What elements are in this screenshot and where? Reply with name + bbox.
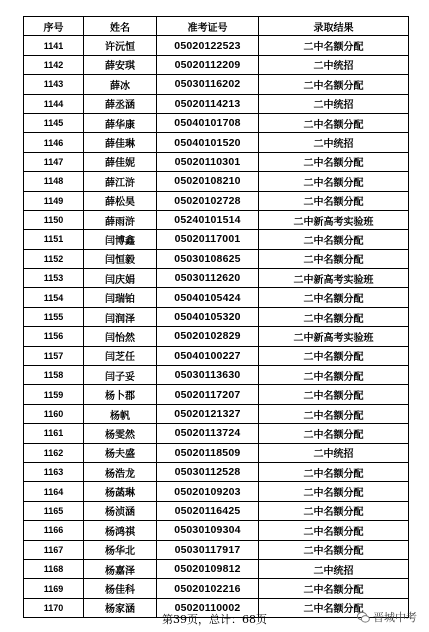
table-row bbox=[24, 385, 409, 404]
admission-result-cell: 二中名额分配 bbox=[259, 404, 409, 423]
serial-number-cell: 1148 bbox=[24, 172, 84, 191]
student-name-cell: 闫博鑫 bbox=[84, 230, 157, 249]
admission-result-cell: 二中新高考实验班 bbox=[259, 327, 409, 346]
table-row bbox=[24, 366, 409, 385]
ticket-number-cell: 05030108625 bbox=[157, 249, 259, 268]
ticket-number-cell: 05240101514 bbox=[157, 210, 259, 229]
ticket-number-cell: 05030112528 bbox=[157, 462, 259, 481]
ticket-number-cell: 05020122523 bbox=[157, 36, 259, 55]
table-row bbox=[24, 75, 409, 94]
admission-list-sheet bbox=[23, 16, 409, 618]
admission-result-cell: 二中统招 bbox=[259, 94, 409, 113]
admission-result-cell: 二中名额分配 bbox=[259, 191, 409, 210]
serial-number-cell: 1153 bbox=[24, 269, 84, 288]
serial-number-cell: 1160 bbox=[24, 404, 84, 423]
admission-result-cell: 二中名额分配 bbox=[259, 366, 409, 385]
ticket-number-cell: 05040101520 bbox=[157, 133, 259, 152]
table-row bbox=[24, 346, 409, 365]
admission-result-cell: 二中名额分配 bbox=[259, 152, 409, 171]
header-name: 姓名 bbox=[84, 17, 157, 36]
ticket-number-cell: 05020112209 bbox=[157, 55, 259, 74]
ticket-number-cell: 05030113630 bbox=[157, 366, 259, 385]
student-name-cell: 闫芝任 bbox=[84, 346, 157, 365]
table-row bbox=[24, 288, 409, 307]
student-name-cell: 许沅恒 bbox=[84, 36, 157, 55]
admission-result-cell: 二中名额分配 bbox=[259, 482, 409, 501]
ticket-number-cell: 05020102829 bbox=[157, 327, 259, 346]
serial-number-cell: 1146 bbox=[24, 133, 84, 152]
serial-number-cell: 1166 bbox=[24, 521, 84, 540]
table-row bbox=[24, 152, 409, 171]
ticket-number-cell: 05020110002 bbox=[157, 598, 259, 617]
student-name-cell: 闫庆娟 bbox=[84, 269, 157, 288]
admission-result-cell: 二中名额分配 bbox=[259, 462, 409, 481]
table-row bbox=[24, 210, 409, 229]
student-name-cell: 薛松昊 bbox=[84, 191, 157, 210]
ticket-number-cell: 05040101708 bbox=[157, 113, 259, 132]
student-name-cell: 闫恒毅 bbox=[84, 249, 157, 268]
student-name-cell: 闫子妥 bbox=[84, 366, 157, 385]
admission-result-cell: 二中名额分配 bbox=[259, 579, 409, 598]
table-row bbox=[24, 404, 409, 423]
admission-result-cell: 二中名额分配 bbox=[259, 521, 409, 540]
header-ticket-number: 准考证号 bbox=[157, 17, 259, 36]
admission-table bbox=[23, 16, 409, 618]
watermark bbox=[357, 609, 417, 625]
serial-number-cell: 1145 bbox=[24, 113, 84, 132]
ticket-number-cell: 05020109203 bbox=[157, 482, 259, 501]
table-row bbox=[24, 133, 409, 152]
student-name-cell: 杨雯然 bbox=[84, 424, 157, 443]
table-row bbox=[24, 36, 409, 55]
student-name-cell: 薛华康 bbox=[84, 113, 157, 132]
serial-number-cell: 1164 bbox=[24, 482, 84, 501]
student-name-cell: 杨菡琳 bbox=[84, 482, 157, 501]
student-name-cell: 闫怡然 bbox=[84, 327, 157, 346]
serial-number-cell: 1152 bbox=[24, 249, 84, 268]
table-row bbox=[24, 424, 409, 443]
ticket-number-cell: 05020114213 bbox=[157, 94, 259, 113]
table-row bbox=[24, 521, 409, 540]
serial-number-cell: 1141 bbox=[24, 36, 84, 55]
ticket-number-cell: 05030117917 bbox=[157, 540, 259, 559]
table-row bbox=[24, 579, 409, 598]
student-name-cell: 杨浈涵 bbox=[84, 501, 157, 520]
admission-result-cell: 二中名额分配 bbox=[259, 113, 409, 132]
serial-number-cell: 1150 bbox=[24, 210, 84, 229]
admission-result-cell: 二中名额分配 bbox=[259, 288, 409, 307]
serial-number-cell: 1144 bbox=[24, 94, 84, 113]
ticket-number-cell: 05020116425 bbox=[157, 501, 259, 520]
table-row bbox=[24, 443, 409, 462]
serial-number-cell: 1167 bbox=[24, 540, 84, 559]
admission-result-cell: 二中统招 bbox=[259, 55, 409, 74]
table-row bbox=[24, 191, 409, 210]
admission-result-cell: 二中统招 bbox=[259, 443, 409, 462]
serial-number-cell: 1142 bbox=[24, 55, 84, 74]
student-name-cell: 闫瑞铂 bbox=[84, 288, 157, 307]
student-name-cell: 杨佳科 bbox=[84, 579, 157, 598]
admission-result-cell: 二中名额分配 bbox=[259, 172, 409, 191]
table-row bbox=[24, 482, 409, 501]
watermark-text: 晋城中考 bbox=[373, 611, 417, 624]
serial-number-cell: 1147 bbox=[24, 152, 84, 171]
table-row bbox=[24, 501, 409, 520]
ticket-number-cell: 05020102216 bbox=[157, 579, 259, 598]
table-row bbox=[24, 55, 409, 74]
table-row bbox=[24, 540, 409, 559]
admission-result-cell: 二中统招 bbox=[259, 133, 409, 152]
table-row bbox=[24, 462, 409, 481]
student-name-cell: 杨夫盛 bbox=[84, 443, 157, 462]
student-name-cell: 杨华北 bbox=[84, 540, 157, 559]
ticket-number-cell: 05030112620 bbox=[157, 269, 259, 288]
student-name-cell: 杨帆 bbox=[84, 404, 157, 423]
ticket-number-cell: 05030116202 bbox=[157, 75, 259, 94]
table-header-row bbox=[24, 17, 409, 36]
student-name-cell: 杨鸿祺 bbox=[84, 521, 157, 540]
serial-number-cell: 1169 bbox=[24, 579, 84, 598]
table-row bbox=[24, 172, 409, 191]
table-row bbox=[24, 559, 409, 578]
student-name-cell: 闫润泽 bbox=[84, 307, 157, 326]
header-serial-number: 序号 bbox=[24, 17, 84, 36]
student-name-cell: 杨卜郡 bbox=[84, 385, 157, 404]
serial-number-cell: 1163 bbox=[24, 462, 84, 481]
serial-number-cell: 1151 bbox=[24, 230, 84, 249]
serial-number-cell: 1161 bbox=[24, 424, 84, 443]
student-name-cell: 薛佳妮 bbox=[84, 152, 157, 171]
admission-result-cell: 二中名额分配 bbox=[259, 501, 409, 520]
student-name-cell: 薛安琪 bbox=[84, 55, 157, 74]
admission-result-cell: 二中名额分配 bbox=[259, 385, 409, 404]
student-name-cell: 薛江浒 bbox=[84, 172, 157, 191]
serial-number-cell: 1170 bbox=[24, 598, 84, 617]
ticket-number-cell: 05020117001 bbox=[157, 230, 259, 249]
header-admission-result: 录取结果 bbox=[259, 17, 409, 36]
serial-number-cell: 1154 bbox=[24, 288, 84, 307]
ticket-number-cell: 05020118509 bbox=[157, 443, 259, 462]
table-body bbox=[24, 36, 409, 618]
admission-result-cell: 二中统招 bbox=[259, 559, 409, 578]
admission-result-cell: 二中名额分配 bbox=[259, 346, 409, 365]
admission-result-cell: 二中名额分配 bbox=[259, 424, 409, 443]
wechat-icon bbox=[357, 611, 370, 624]
table-row bbox=[24, 327, 409, 346]
ticket-number-cell: 05030109304 bbox=[157, 521, 259, 540]
serial-number-cell: 1168 bbox=[24, 559, 84, 578]
table-row bbox=[24, 94, 409, 113]
admission-result-cell: 二中名额分配 bbox=[259, 75, 409, 94]
ticket-number-cell: 05020110301 bbox=[157, 152, 259, 171]
admission-result-cell: 二中名额分配 bbox=[259, 36, 409, 55]
admission-result-cell: 二中名额分配 bbox=[259, 249, 409, 268]
serial-number-cell: 1158 bbox=[24, 366, 84, 385]
admission-result-cell: 二中名额分配 bbox=[259, 540, 409, 559]
student-name-cell: 杨家涵 bbox=[84, 598, 157, 617]
admission-result-cell: 二中名额分配 bbox=[259, 307, 409, 326]
serial-number-cell: 1165 bbox=[24, 501, 84, 520]
admission-result-cell: 二中新高考实验班 bbox=[259, 269, 409, 288]
serial-number-cell: 1162 bbox=[24, 443, 84, 462]
admission-result-cell: 二中新高考实验班 bbox=[259, 210, 409, 229]
serial-number-cell: 1143 bbox=[24, 75, 84, 94]
serial-number-cell: 1156 bbox=[24, 327, 84, 346]
serial-number-cell: 1155 bbox=[24, 307, 84, 326]
ticket-number-cell: 05020102728 bbox=[157, 191, 259, 210]
ticket-number-cell: 05020121327 bbox=[157, 404, 259, 423]
student-name-cell: 薛佳琳 bbox=[84, 133, 157, 152]
admission-result-cell: 二中名额分配 bbox=[259, 230, 409, 249]
ticket-number-cell: 05020109812 bbox=[157, 559, 259, 578]
serial-number-cell: 1149 bbox=[24, 191, 84, 210]
ticket-number-cell: 05020108210 bbox=[157, 172, 259, 191]
student-name-cell: 薛雨浒 bbox=[84, 210, 157, 229]
table-row bbox=[24, 307, 409, 326]
ticket-number-cell: 05020117207 bbox=[157, 385, 259, 404]
admission-result-cell: 二中名额分配 bbox=[259, 598, 409, 617]
table-row bbox=[24, 249, 409, 268]
table-row bbox=[24, 113, 409, 132]
ticket-number-cell: 05040105320 bbox=[157, 307, 259, 326]
student-name-cell: 杨嘉泽 bbox=[84, 559, 157, 578]
ticket-number-cell: 05040105424 bbox=[157, 288, 259, 307]
page-number-text: 第39页，总计：68页 bbox=[162, 613, 267, 626]
ticket-number-cell: 05020113724 bbox=[157, 424, 259, 443]
ticket-number-cell: 05040100227 bbox=[157, 346, 259, 365]
table-row bbox=[24, 269, 409, 288]
student-name-cell: 杨浩龙 bbox=[84, 462, 157, 481]
serial-number-cell: 1159 bbox=[24, 385, 84, 404]
student-name-cell: 薛冰 bbox=[84, 75, 157, 94]
table-row bbox=[24, 230, 409, 249]
serial-number-cell: 1157 bbox=[24, 346, 84, 365]
student-name-cell: 薛丞涵 bbox=[84, 94, 157, 113]
